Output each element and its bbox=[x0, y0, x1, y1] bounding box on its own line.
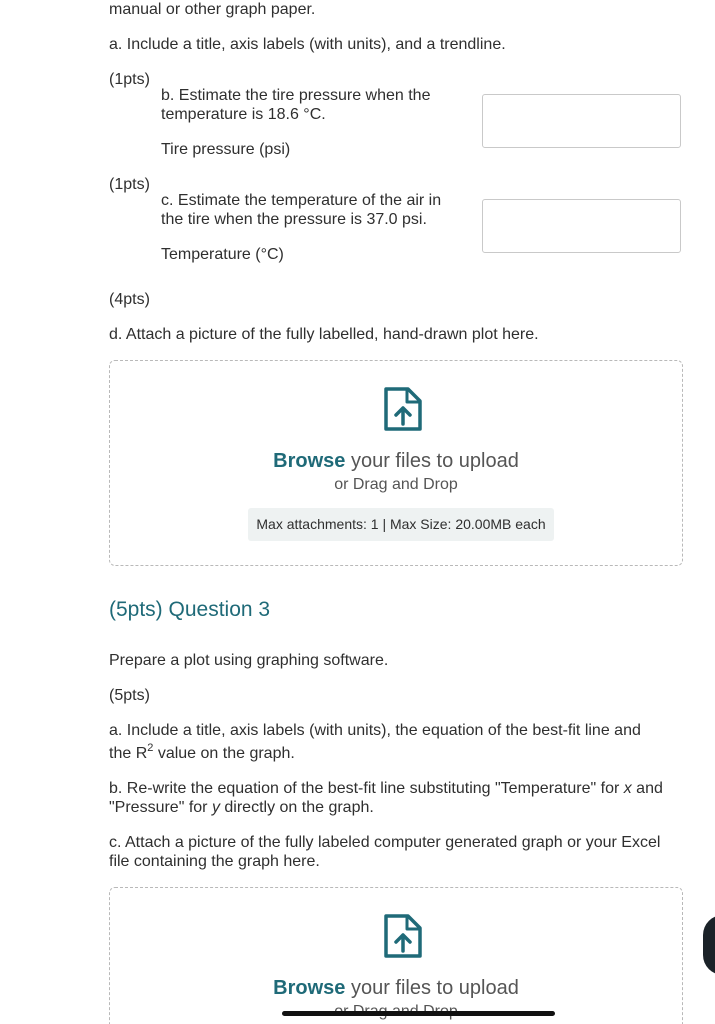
q3-part-b-line1-pre: b. Re-write the equation of the best-fit line substituting "Temperature" for bbox=[109, 780, 624, 797]
question-3-title: (5pts) Question 3 bbox=[109, 598, 271, 621]
q3-part-b-line1 bbox=[109, 779, 663, 798]
q3-part-c-line2: file containing the graph here. bbox=[109, 853, 320, 870]
r-squared-superscript: 2 bbox=[147, 742, 154, 754]
browse-rest: your files to upload bbox=[345, 977, 519, 999]
upload-browse-text-q2[interactable] bbox=[110, 449, 682, 473]
file-upload-icon bbox=[383, 386, 423, 432]
q3-part-a-line1: a. Include a title, axis labels (with units), the equation of the best-fit line and bbox=[109, 722, 641, 739]
file-upload-icon bbox=[383, 913, 423, 959]
q2-part-a: a. Include a title, axis labels (with units), and a trendline. bbox=[109, 36, 506, 53]
q2-part-c-question-line2: the tire when the pressure is 37.0 psi. bbox=[161, 211, 427, 228]
home-indicator[interactable] bbox=[282, 1011, 555, 1016]
q2-part-b-question-line1: b. Estimate the tire pressure when the bbox=[161, 87, 431, 104]
upload-browse-text-q3[interactable] bbox=[110, 976, 682, 1000]
browse-link[interactable]: Browse bbox=[273, 977, 346, 999]
browse-link[interactable]: Browse bbox=[273, 450, 346, 472]
variable-x: x bbox=[623, 780, 632, 797]
temperature-input[interactable] bbox=[482, 199, 681, 253]
q3-part-a-line2 bbox=[109, 744, 295, 763]
q2-part-b-question-line2: temperature is 18.6 °C. bbox=[161, 106, 326, 123]
q2-part-c-points: (1pts) bbox=[109, 176, 150, 193]
q3-part-a-line2-post: value on the graph. bbox=[153, 745, 295, 762]
q2-part-d-question: d. Attach a picture of the fully labelled, hand-drawn plot here. bbox=[109, 326, 539, 343]
max-attachments-info: Max attachments: 1 | Max Size: 20.00MB each bbox=[248, 508, 554, 541]
tire-pressure-input[interactable] bbox=[482, 94, 681, 148]
q3-part-b-line2-pre: "Pressure" for bbox=[109, 799, 212, 816]
drag-drop-text: or Drag and Drop bbox=[334, 476, 458, 493]
q2-part-b-points: (1pts) bbox=[109, 71, 150, 88]
q2-part-c-question-line1: c. Estimate the temperature of the air in bbox=[161, 192, 442, 209]
q3-part-b-line2-post: directly on the graph. bbox=[219, 799, 374, 816]
floating-action-button[interactable] bbox=[703, 915, 715, 975]
q2-part-c-answer-label: Temperature (°C) bbox=[161, 246, 284, 263]
upload-dropzone-q3[interactable] bbox=[109, 887, 683, 1024]
q2-part-b-answer-label: Tire pressure (psi) bbox=[161, 141, 291, 158]
q3-part-b-line1-post: and bbox=[631, 780, 663, 797]
q3-part-a-line2-pre: the R bbox=[109, 745, 148, 762]
upload-dropzone-q2[interactable] bbox=[109, 360, 683, 566]
variable-y: y bbox=[211, 799, 220, 816]
q3-intro: Prepare a plot using graphing software. bbox=[109, 652, 389, 669]
q2-part-d-points: (4pts) bbox=[109, 291, 150, 308]
q3-part-b-line2 bbox=[109, 798, 374, 817]
browse-rest: your files to upload bbox=[345, 450, 519, 472]
q3-part-c-line1: c. Attach a picture of the fully labeled computer generated graph or your Excel bbox=[109, 834, 661, 851]
q3-points: (5pts) bbox=[109, 687, 150, 704]
q2-intro-tail: manual or other graph paper. bbox=[109, 1, 316, 18]
